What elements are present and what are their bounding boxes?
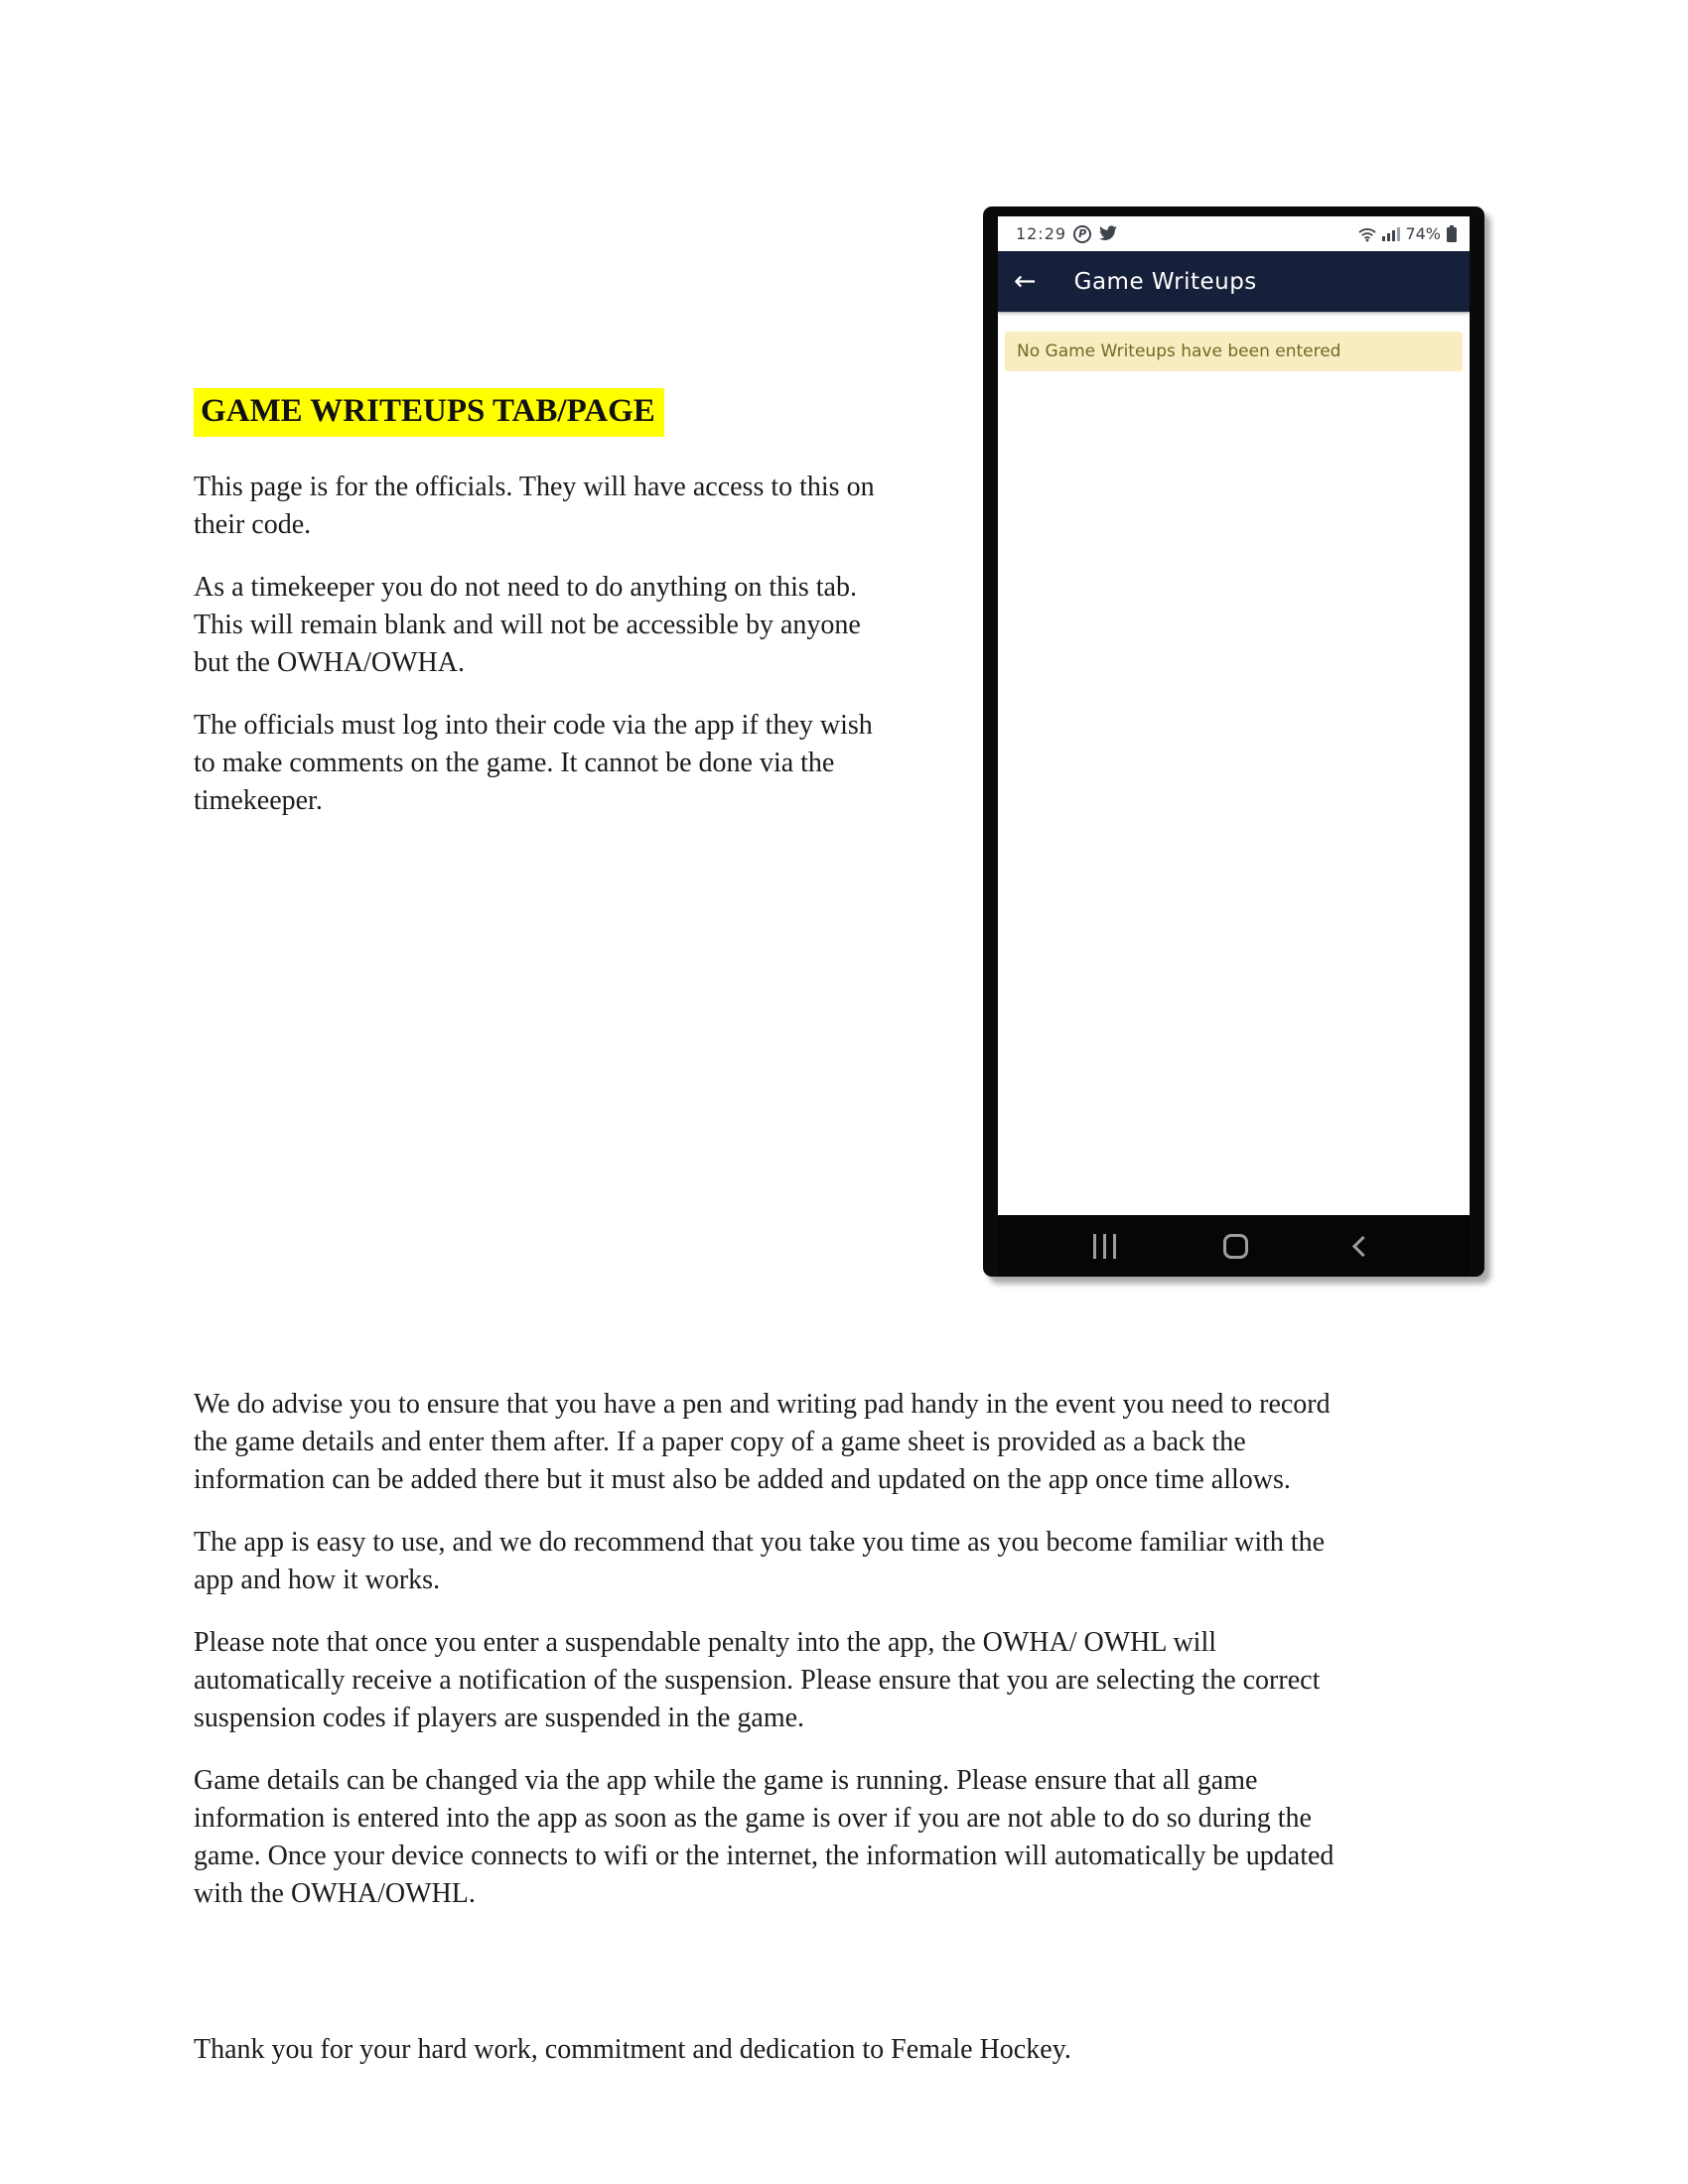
nav-back-icon[interactable] xyxy=(1352,1235,1373,1256)
highlighted-heading: GAME WRITEUPS TAB/PAGE xyxy=(194,388,664,437)
closing-line: Thank you for your hard work, commitment and dedication to Female Hockey. xyxy=(194,2034,1071,2065)
paragraph: This page is for the officials. They will have access to this on their code. xyxy=(194,472,875,540)
home-icon[interactable] xyxy=(1223,1234,1248,1259)
paragraph: Game details can be changed via the app while the game is running. Please ensure that all game information is entered into the app as soon as the game is over if you are not able to do so during the game. Once your device connects to wifi or the internet, the information will automatically be updated with the OWHA/OWHL. xyxy=(194,1765,1335,1909)
wifi-icon xyxy=(1357,226,1377,242)
screen-content xyxy=(998,312,1470,1215)
empty-state-notice xyxy=(1005,332,1463,371)
status-bar-left xyxy=(1016,224,1118,243)
status-bar xyxy=(998,216,1470,251)
paragraph: We do advise you to ensure that you have a pen and writing pad handy in the event you need to record the game details and enter them after. If a paper copy of a game sheet is provided as a back the information can be added there but it must also be added and updated on the app once time allows. xyxy=(194,1389,1331,1495)
app-bar xyxy=(998,251,1470,312)
phone-screenshot xyxy=(983,206,1484,1277)
cellular-signal-icon xyxy=(1382,226,1400,241)
pinterest-icon: P xyxy=(1073,225,1091,243)
battery-percentage: 74% xyxy=(1405,224,1441,243)
page-title xyxy=(194,393,664,430)
notice-text: No Game Writeups have been entered xyxy=(1017,341,1341,361)
back-arrow-icon[interactable]: ← xyxy=(1014,266,1037,297)
battery-icon xyxy=(1446,225,1458,242)
clock-text: 12:29 xyxy=(1016,224,1067,243)
paragraph: As a timekeeper you do not need to do anything on this tab. This will remain blank and will not be accessible by anyone but the OWHA/OWHA. xyxy=(194,572,861,678)
paragraph: The app is easy to use, and we do recommend that you take you time as you become familiar with the app and how it works. xyxy=(194,1527,1326,1595)
phone-screen xyxy=(998,216,1470,1277)
status-bar-right xyxy=(1357,224,1458,243)
advice-paragraphs xyxy=(194,1386,1347,1938)
app-bar-title: Game Writeups xyxy=(1073,268,1257,295)
twitter-icon xyxy=(1098,225,1118,242)
intro-paragraphs xyxy=(194,469,901,845)
paragraph: Please note that once you enter a suspendable penalty into the app, the OWHA/ OWHL will automatically receive a notification of the suspension. Please ensure that you are selecting the correct suspension codes if players are suspended in the game. xyxy=(194,1627,1321,1733)
android-nav-bar xyxy=(998,1215,1470,1277)
recents-icon[interactable] xyxy=(1093,1234,1116,1259)
paragraph: The officials must log into their code via the app if they wish to make comments on the game. It cannot be done via the timekeeper. xyxy=(194,710,873,816)
